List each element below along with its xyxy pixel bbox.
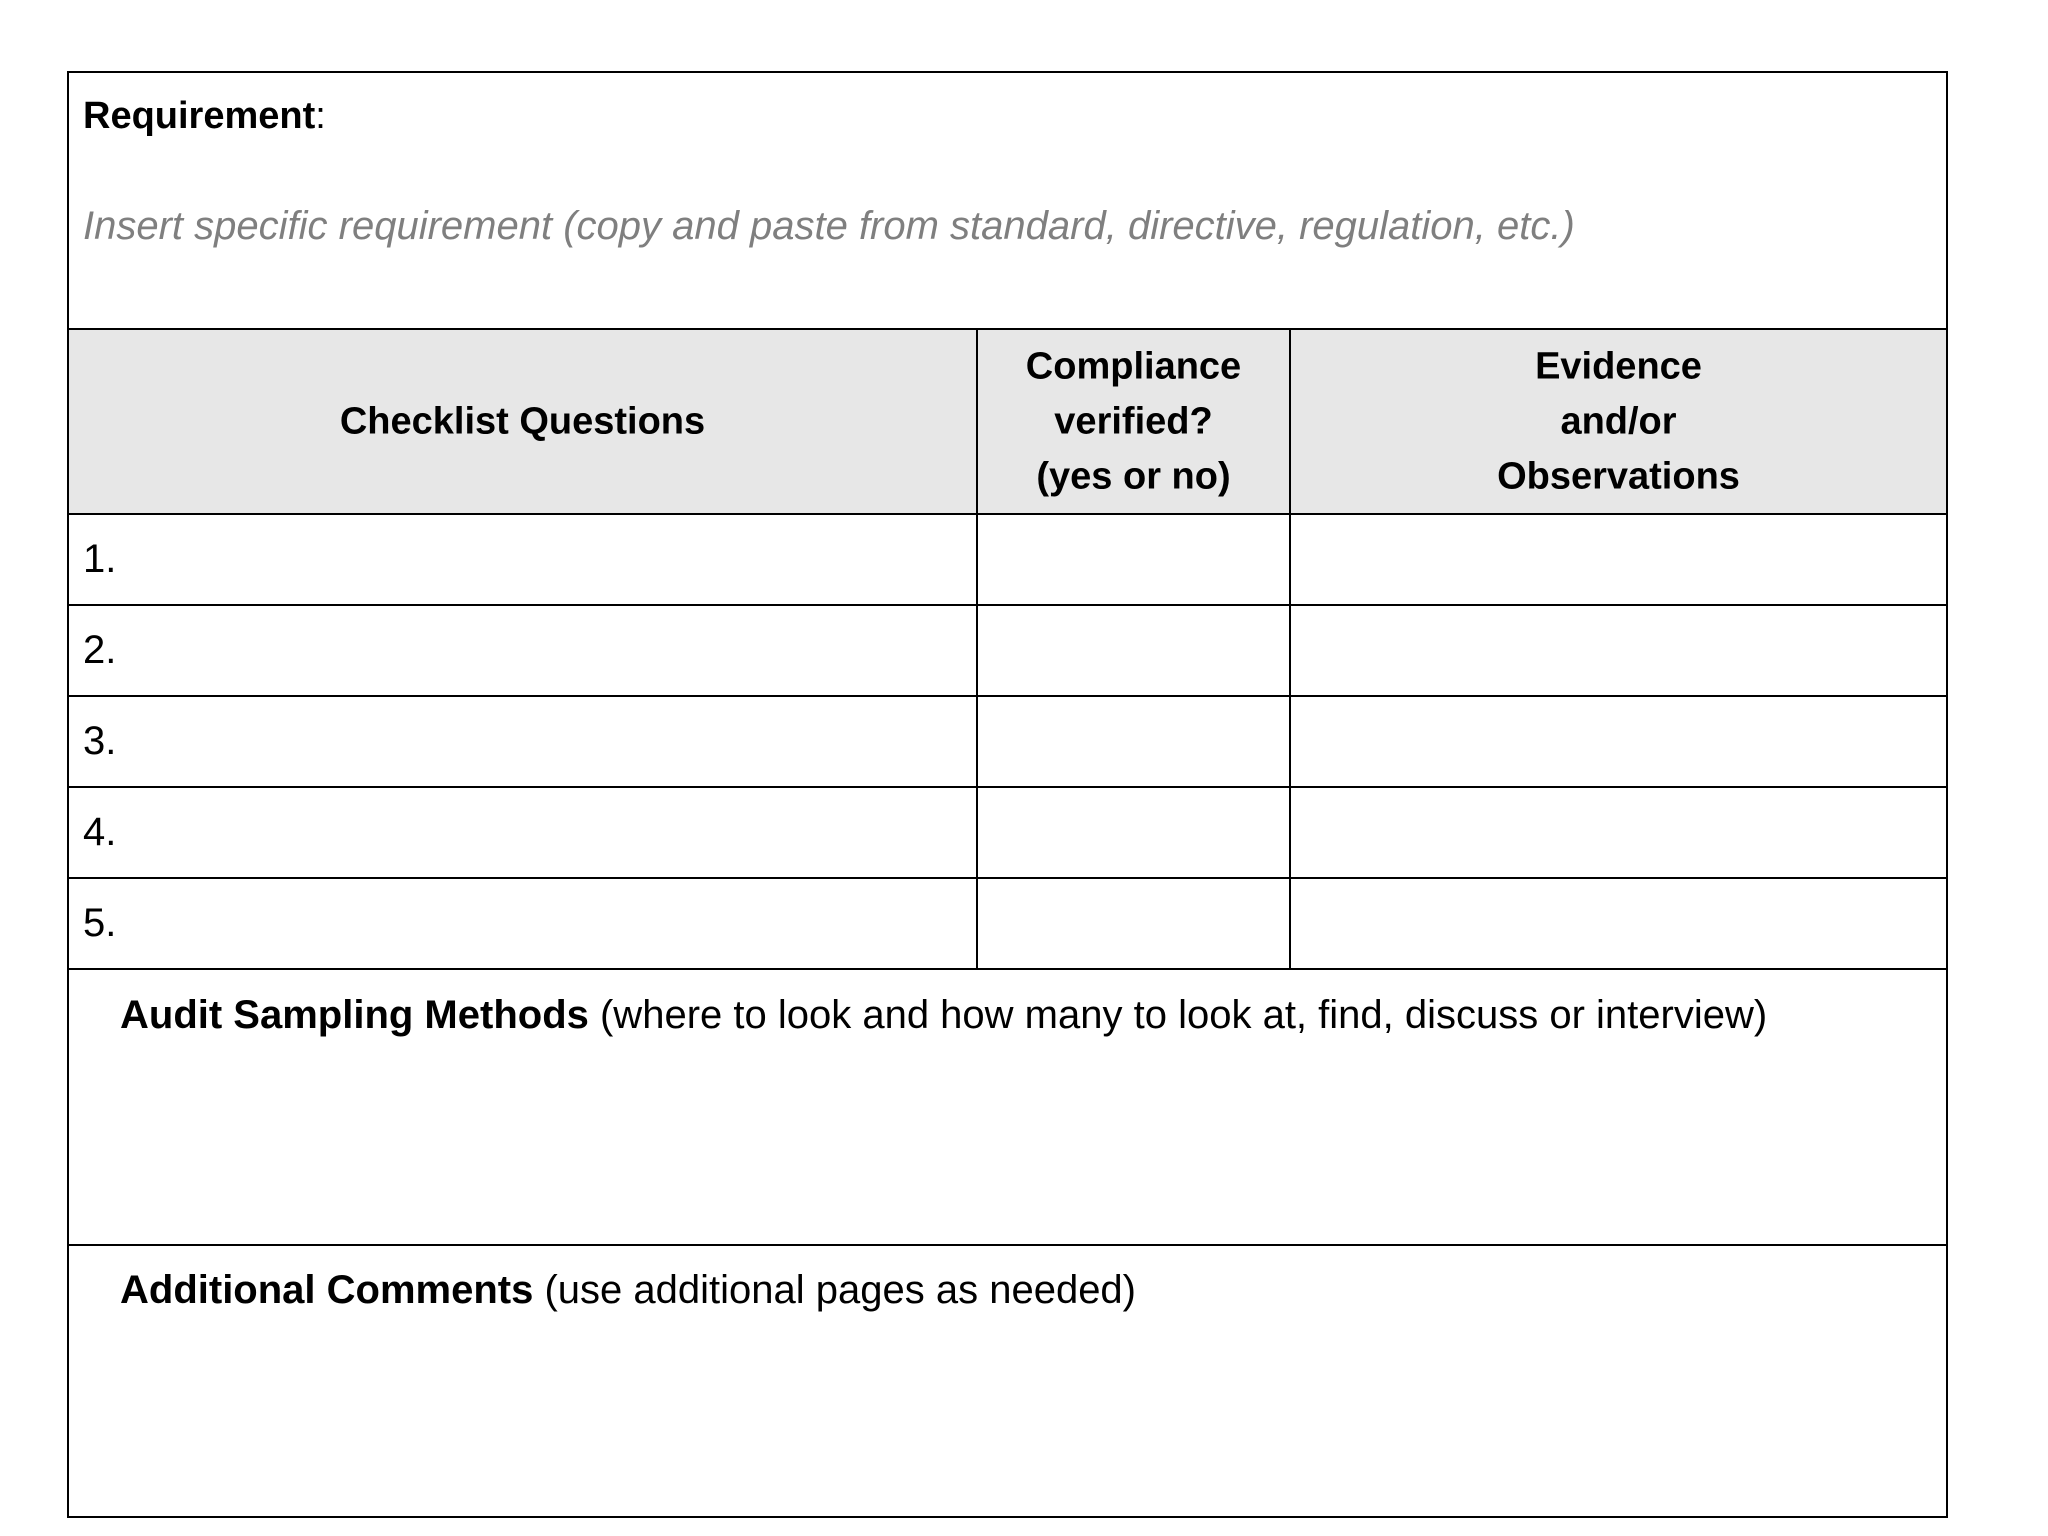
question-number: 2. [83, 628, 117, 672]
audit-sampling-note: (where to look and how many to look at, find, discuss or interview) [588, 993, 1768, 1037]
table-row [69, 697, 1946, 788]
audit-sampling-section[interactable] [69, 971, 1946, 1246]
table-row [69, 515, 1946, 606]
evidence-cell[interactable] [1291, 788, 1946, 877]
additional-comments-section[interactable] [69, 1246, 1946, 1518]
question-cell[interactable] [69, 788, 978, 877]
compliance-cell[interactable] [978, 606, 1291, 695]
question-cell[interactable] [69, 697, 978, 786]
header-compliance-verified-text: Compliance verified? (yes or no) [1025, 345, 1242, 497]
requirement-section [69, 73, 1946, 330]
evidence-cell[interactable] [1291, 515, 1946, 604]
table-header-row [69, 330, 1946, 515]
header-evidence-observations-text: Evidence and/or Observations [1497, 345, 1740, 497]
compliance-cell[interactable] [978, 697, 1291, 786]
question-number: 5. [83, 901, 117, 945]
evidence-cell[interactable] [1291, 879, 1946, 968]
requirement-colon: : [315, 95, 326, 137]
evidence-cell[interactable] [1291, 606, 1946, 695]
compliance-cell[interactable] [978, 788, 1291, 877]
requirement-placeholder[interactable]: Insert specific requirement (copy and paste from standard, directive, regulation, etc.) [83, 204, 1575, 248]
additional-comments-label: Additional Comments [120, 1268, 534, 1312]
header-checklist-questions [69, 330, 978, 513]
compliance-cell[interactable] [978, 879, 1291, 968]
table-row [69, 788, 1946, 879]
question-cell[interactable] [69, 879, 978, 968]
table-row [69, 606, 1946, 697]
requirement-label-text: Requirement [83, 95, 316, 137]
additional-comments-text [120, 1268, 1136, 1313]
additional-comments-note: (use additional pages as needed) [533, 1268, 1136, 1312]
audit-sampling-label: Audit Sampling Methods [120, 993, 589, 1037]
audit-checklist-form [67, 71, 1948, 1518]
compliance-cell[interactable] [978, 515, 1291, 604]
question-number: 3. [83, 719, 117, 763]
header-checklist-questions-text: Checklist Questions [339, 400, 706, 442]
audit-sampling-text [120, 993, 1767, 1038]
question-cell[interactable] [69, 515, 978, 604]
header-compliance-verified [978, 330, 1291, 513]
header-evidence-observations [1291, 330, 1946, 513]
evidence-cell[interactable] [1291, 697, 1946, 786]
table-row [69, 879, 1946, 970]
requirement-label [83, 95, 326, 138]
question-number: 4. [83, 810, 117, 854]
question-number: 1. [83, 537, 117, 581]
question-cell[interactable] [69, 606, 978, 695]
